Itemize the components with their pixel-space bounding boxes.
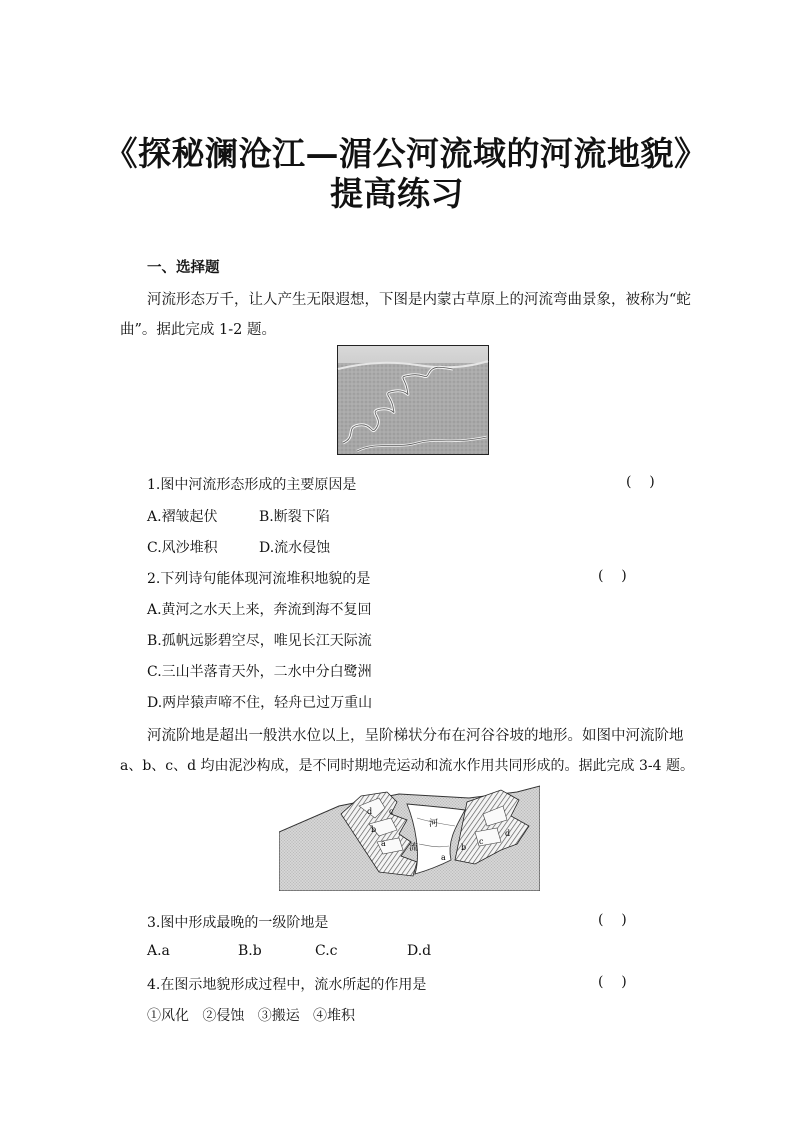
label-a-right: a [441,853,446,862]
document-title-line1: 《探秘澜沧江—湄公河流域的河流地貌》 [104,134,708,173]
label-river-1: 河 [429,819,439,829]
question-3-answer-blank[interactable]: ( ) [598,912,627,928]
question-1-answer-blank[interactable]: ( ) [626,474,655,490]
label-b-left: b [371,825,377,834]
intro2-line1: 河流阶地是超出一般洪水位以上，呈阶梯状分布在河谷谷坡的地形。如图中河流阶地 [147,728,684,744]
question-1-option-c[interactable]: C.风沙堆积 [147,540,218,556]
label-d-right: d [505,829,511,838]
question-4-choices: ①风化 ②侵蚀 ③搬运 ④堆积 [147,1008,356,1024]
question-3-option-b[interactable]: B.b [238,943,262,959]
river-terrace-diagram [279,784,540,891]
question-3-option-c[interactable]: C.c [315,943,338,959]
question-2-option-d[interactable]: D.两岸猿声啼不住，轻舟已过万重山 [147,695,373,711]
document-title-line2: 提高练习 [330,174,464,213]
question-3-option-a[interactable]: A.a [147,943,170,959]
question-2-answer-blank[interactable]: ( ) [598,568,627,584]
label-c-left: c [389,807,394,816]
label-a-left: a [381,839,386,848]
question-3-stem: 3.图中形成最晚的一级阶地是 [147,915,329,931]
question-3-option-d[interactable]: D.d [407,943,432,959]
question-4-stem: 4.在图示地貌形成过程中，流水所起的作用是 [147,977,427,993]
intro1-line1: 河流形态万千，让人产生无限遐想，下图是内蒙古草原上的河流弯曲景象，被称为“蛇 [147,292,691,308]
question-2-option-b[interactable]: B.孤帆远影碧空尽，唯见长江天际流 [147,633,372,649]
intro2-line2: a、b、c、d 均由泥沙构成，是不同时期地壳运动和流水作用共同形成的。据此完成 3-4 题。 [120,758,695,774]
intro1-line2: 曲”。据此完成 1-2 题。 [120,322,276,338]
question-4-answer-blank[interactable]: ( ) [598,974,627,990]
meandering-river-photo [337,345,489,455]
question-2-option-a[interactable]: A.黄河之水天上来，奔流到海不复回 [147,602,372,618]
label-d-left: d [367,807,373,816]
label-c-right: c [479,837,484,846]
label-river-2: 流 [409,843,419,853]
question-1-option-a[interactable]: A.褶皱起伏 [147,509,218,525]
label-b-right: b [461,843,467,852]
question-1-option-b[interactable]: B.断裂下陷 [259,509,330,525]
question-2-stem: 2.下列诗句能体现河流堆积地貌的是 [147,571,371,587]
question-2-option-c[interactable]: C.三山半落青天外，二水中分白鹭洲 [147,664,372,680]
question-1-stem: 1.图中河流形态形成的主要原因是 [147,477,357,493]
section-heading: 一、选择题 [147,259,220,276]
question-1-option-d[interactable]: D.流水侵蚀 [259,540,331,556]
